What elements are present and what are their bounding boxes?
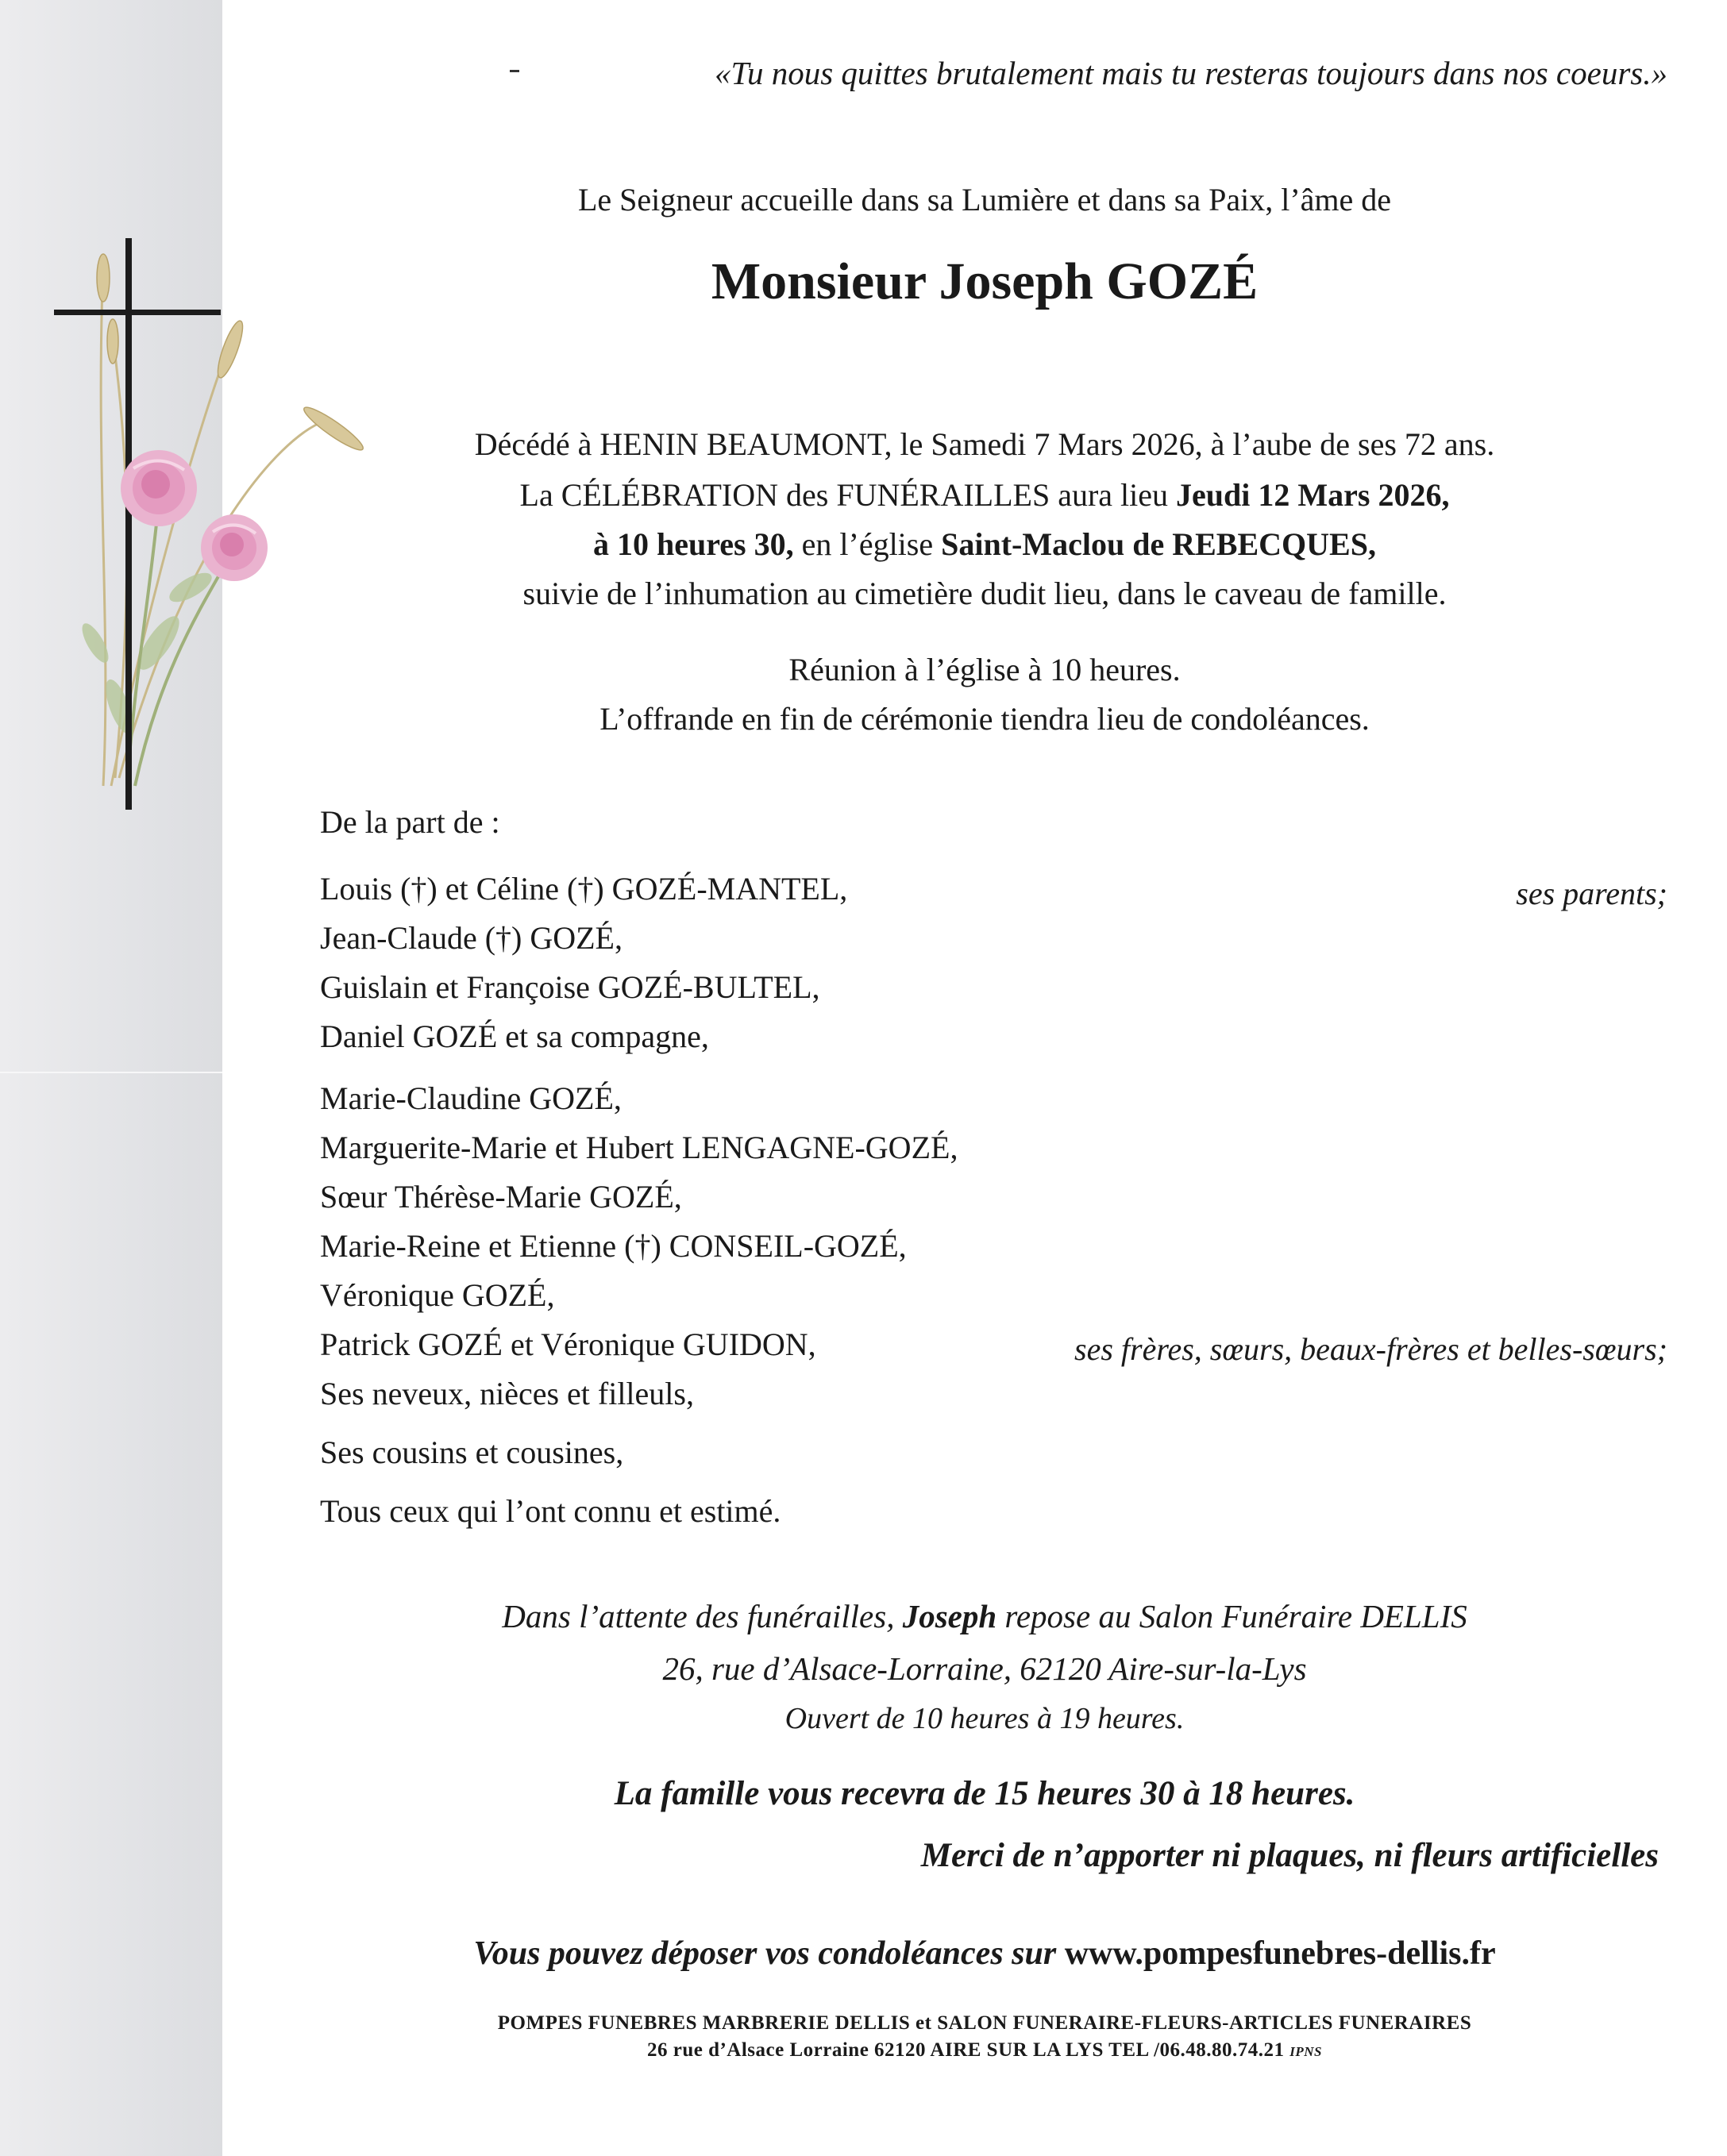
- family-line: Marie-Claudine GOZÉ,: [320, 1080, 622, 1116]
- family-line: Louis (†) et Céline (†) GOZÉ-MANTEL,: [320, 871, 848, 907]
- cross-and-flowers-illustration: [40, 230, 389, 818]
- offering-line: L’offrande en fin de cérémonie tiendra lieu de condoléances.: [599, 701, 1370, 737]
- relation-siblings: ses frères, sœurs, beaux-frères et belles-sœurs;: [1074, 1331, 1667, 1367]
- footer-address-text: 26 rue d’Alsace Lorraine 62120 AIRE SUR LA LYS TEL /06.48.80.74.21: [646, 2039, 1285, 2061]
- footer-company: POMPES FUNEBRES MARBRERIE DELLIS et SALON FUNERAIRE-FLEURS-ARTICLES FUNERAIRES: [497, 2012, 1472, 2034]
- reception-hours: La famille vous recevra de 15 heures 30 à 18 heures.: [614, 1775, 1355, 1812]
- meeting-line: Réunion à l’église à 10 heures.: [788, 652, 1181, 687]
- rose-icon: [201, 514, 268, 581]
- fold-line: [0, 1072, 222, 1073]
- cross-bar: [54, 310, 221, 315]
- wheat-ears: [97, 254, 367, 455]
- celebration-date: Jeudi 12 Mars 2026,: [1176, 477, 1450, 513]
- family-line: Ses neveux, nièces et filleuls,: [320, 1376, 694, 1411]
- salon-text: repose au Salon Funéraire DELLIS: [996, 1598, 1467, 1634]
- deceased-name: Monsieur Joseph GOZÉ: [711, 252, 1259, 310]
- family-line: Tous ceux qui l’ont connu et estimé.: [320, 1493, 781, 1529]
- family-line: Jean-Claude (†) GOZÉ,: [320, 920, 623, 956]
- celebration-text: en l’église: [793, 526, 942, 562]
- cross-icon: [125, 238, 132, 810]
- celebration-text: La CÉLÉBRATION des FUNÉRAILLES aura lieu: [519, 477, 1177, 513]
- relation-parents: ses parents;: [1516, 876, 1667, 911]
- condolences-line: [381, 1937, 1588, 1970]
- family-line: Marie-Reine et Etienne (†) CONSEIL-GOZÉ,: [320, 1228, 907, 1264]
- family-line: Daniel GOZÉ et sa compagne,: [320, 1018, 709, 1054]
- from-label: De la part de :: [320, 804, 500, 840]
- flowers-request: Merci de n’apporter ni plaques, ni fleurs artificielles: [920, 1837, 1659, 1874]
- family-line: Marguerite-Marie et Hubert LENGAGNE-GOZÉ,: [320, 1130, 958, 1165]
- family-line: Guislain et Françoise GOZÉ-BULTEL,: [320, 969, 820, 1005]
- intro-line: Le Seigneur accueille dans sa Lumière et dans sa Paix, l’âme de: [577, 182, 1392, 218]
- condolences-link[interactable]: www.pompesfunebres-dellis.fr: [1064, 1935, 1496, 1972]
- celebration-time: à 10 heures 30,: [593, 526, 794, 562]
- family-line: Ses cousins et cousines,: [320, 1434, 624, 1470]
- leaf-icon: [77, 568, 216, 737]
- celebration-place-line: [381, 526, 1588, 562]
- celebration-line: [381, 479, 1588, 511]
- death-line: Décédé à HENIN BEAUMONT, le Samedi 7 Mars 2026, à l’aube de ses 72 ans.: [474, 426, 1495, 462]
- salon-first-name: Joseph: [902, 1598, 997, 1634]
- family-line: Patrick GOZÉ et Véronique GUIDON,: [320, 1326, 816, 1362]
- quote: «Tu nous quittes brutalement mais tu resteras toujours dans nos coeurs.»: [714, 55, 1667, 91]
- condolences-text: Vous pouvez déposer vos condoléances sur: [473, 1935, 1065, 1972]
- burial-line: suivie de l’inhumation au cimetière dudit lieu, dans le caveau de famille.: [522, 576, 1447, 611]
- family-line: Véronique GOZÉ,: [320, 1277, 555, 1313]
- salon-address: 26, rue d’Alsace-Lorraine, 62120 Aire-sur-la-Lys: [662, 1650, 1307, 1687]
- salon-line: [381, 1600, 1588, 1633]
- rose-icon: [121, 450, 197, 526]
- footer-tag: IPNS: [1289, 2044, 1322, 2059]
- church-name: Saint-Maclou de REBECQUES,: [941, 526, 1376, 562]
- family-line: Sœur Thérèse-Marie GOZÉ,: [320, 1179, 682, 1215]
- salon-text: Dans l’attente des funérailles,: [502, 1598, 903, 1634]
- salon-hours: Ouvert de 10 heures à 19 heures.: [784, 1702, 1185, 1735]
- footer-address: [381, 2040, 1588, 2060]
